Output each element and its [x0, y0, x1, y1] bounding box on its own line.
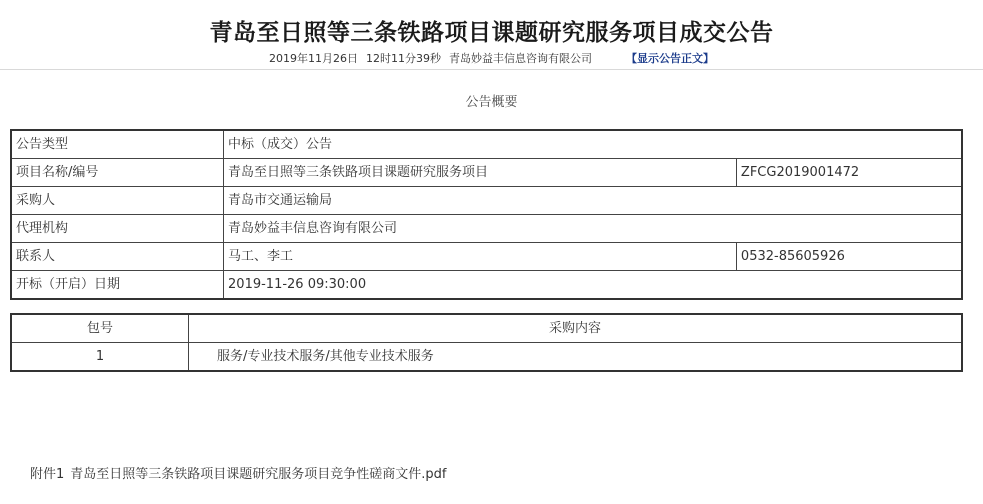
attachment-filename: 青岛至日照等三条铁路项目课题研究服务项目竞争性磋商文件.pdf: [70, 467, 447, 482]
table-row: [11, 215, 962, 243]
column-header-content: 采购内容: [189, 314, 962, 343]
attachment-link[interactable]: [30, 463, 447, 482]
column-header-package-no: 包号: [11, 314, 189, 343]
header-divider: [0, 69, 983, 70]
row-label: 联系人: [11, 243, 224, 271]
row-label: 采购人: [11, 187, 224, 215]
project-number: ZFCG2019001472: [736, 159, 962, 187]
publish-date: 2019年11月26日: [269, 52, 358, 65]
table-row: [11, 187, 962, 215]
row-value: 青岛至日照等三条铁路项目课题研究服务项目: [224, 159, 737, 187]
row-value: 马工、李工: [224, 243, 737, 271]
table-header-row: [11, 314, 962, 343]
announcement-meta: [0, 50, 983, 66]
row-label: 代理机构: [11, 215, 224, 243]
row-label: 开标（开启）日期: [11, 271, 224, 300]
table-row: [11, 159, 962, 187]
package-content: 服务/专业技术服务/其他专业技术服务: [189, 343, 962, 372]
row-label: 项目名称/编号: [11, 159, 224, 187]
show-full-text-link[interactable]: 【显示公告正文】: [626, 52, 714, 65]
package-table: [10, 313, 963, 372]
contact-phone: 0532-85605926: [736, 243, 962, 271]
row-value: 青岛妙益丰信息咨询有限公司: [224, 215, 962, 243]
summary-table: [10, 129, 963, 300]
publish-time: 12时11分39秒: [366, 52, 441, 65]
attachment-label: 附件1: [30, 467, 65, 482]
page-title: 青岛至日照等三条铁路项目课题研究服务项目成交公告: [209, 20, 774, 46]
summary-heading: 公告概要: [465, 95, 518, 110]
row-value: 中标（成交）公告: [224, 130, 962, 159]
package-number: 1: [11, 343, 189, 372]
publisher-name: 青岛妙益丰信息咨询有限公司: [449, 52, 592, 65]
table-row: [11, 343, 962, 372]
row-label: 公告类型: [11, 130, 224, 159]
table-row: [11, 271, 962, 300]
table-row: [11, 243, 962, 271]
table-row: [11, 130, 962, 159]
row-value: 青岛市交通运输局: [224, 187, 962, 215]
row-value: 2019-11-26 09:30:00: [224, 271, 962, 300]
